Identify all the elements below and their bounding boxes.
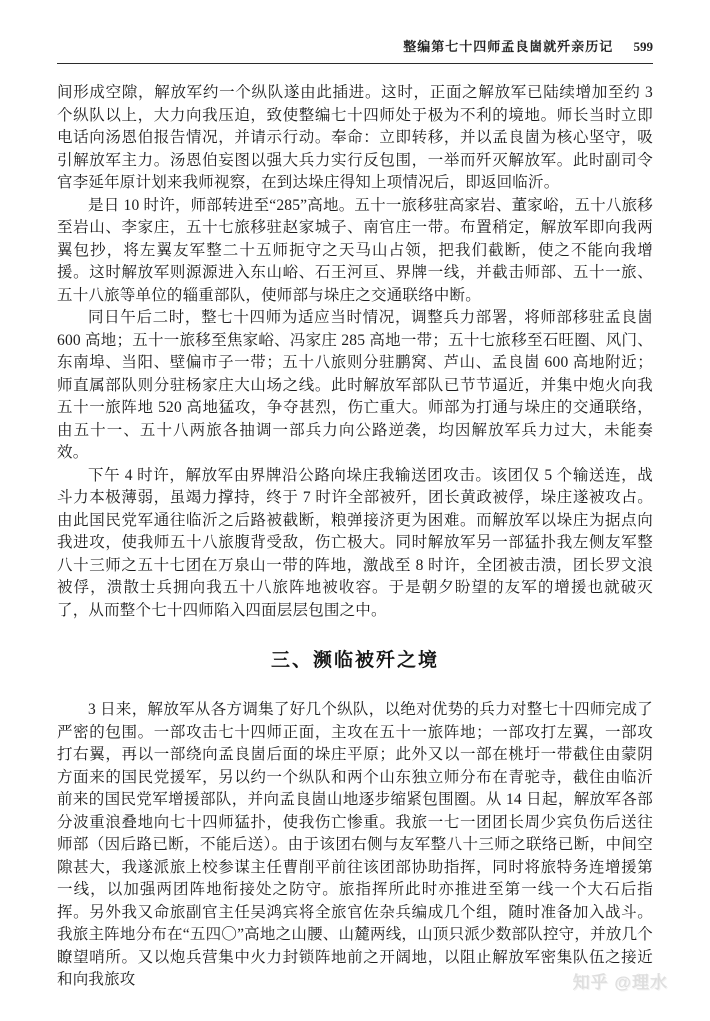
paragraph: 3 日来，解放军从各方调集了好几个纵队，以绝对优势的兵力对整七十四师完成了严密的包围。一部攻击七十四师正面，主攻在五十一旅阵地；一部攻打左翼，一部攻打右翼，再以一部绕向孟良崮后面的垛庄平原；此外又以一部在桃圩一带截住由蒙阴方面来的国民党援军，另以约一个纵队和两个山东独立师分布在青驼寺，截住由临沂前来的国民党军增援部队，并向孟良崮山地逐步缩紧包围圈。从 14 日起，解放军各部分波重浪叠地向七十四师猛扑，使我伤亡惨重。我旅一七一团团长周少宾负伤后送往师部（因后路已断，不能后送）。由于该团右侧与友军整八十三师之联络已断，中间空隙甚大，我遂派旅上校参谋主任曹削平前往该团部协助指挥，同时将旅特务连增援第一线，以加强两团阵地衔接处之防守。旅指挥所此时亦推进至第一线一个大石后指挥。另外我又命旅副官主任吴鸿宾将全旅官佐杂兵编成几个组，随时准备加入战斗。我旅主阵地分布在“五四〇”高地之山腰、山麓两线，山顶只派少数部队控守，并放几个瞭望哨所。又以炮兵营集中火力封锁阵地前之开阔地，以阻止解放军密集队伍之接近和向我旅攻 [57, 701, 653, 988]
running-header [57, 36, 653, 64]
running-header-title: 整编第七十四师孟良崮就歼亲历记 [403, 39, 614, 54]
zhihu-watermark: 知乎 @理水 [572, 973, 668, 992]
section-heading: 三、濒临被歼之境 [270, 650, 439, 671]
paragraph: 间形成空隙，解放军约一个纵队遂由此插进。这时，正面之解放军已陆续增加至约 3 个纵队以上，大力向我压迫，致使整编七十四师处于极为不利的境地。师长当时立即电话向汤恩伯报告情况，并请示行动。奉命：立即转移，并以孟良崮为核心坚守，吸引解放军主力。汤恩伯妄图以强大兵力实行反包围，一举而歼灭解放军。此时副司令官李延年原计划来我师视察，在到达垛庄得知上项情况后，即返回临沂。 [57, 84, 653, 191]
page-number: 599 [633, 39, 653, 54]
paragraph: 是日 10 时许，师部转进至“285”高地。五十一旅移驻高家岩、董家峪，五十八旅移至岩山、李家庄，五十七旅移驻赵家城子、南官庄一带。布置稍定，解放军即向我两翼包抄，将左翼友军整二十五师扼守之天马山占领，把我们截断，使之不能向我增援。这时解放军则源源进入东山峪、石王河亘、界牌一线，并截击师部、五十一旅、五十八旅等单位的辎重部队，使师部与垛庄之交通联络中断。 [57, 196, 653, 304]
paragraph: 下午 4 时许，解放军由界牌沿公路向垛庄我输送团攻击。该团仅 5 个输送连，战斗力本极薄弱，虽竭力撑持，终于 7 时许全部被歼，团长黄政被俘，垛庄遂被攻占。由此国民党军通往临沂之后路被截断，粮弹接济更为困难。而解放军以垛庄为据点向我进攻，使我师五十八旅腹背受敌，伤亡极大。同时解放军另一部猛扑我左侧友军整八十三师之五十七团在万泉山一带的阵地，激战至 8 时许，全团被击溃，团长罗文浪被俘，溃散士兵拥向我五十八旅阵地被收容。于是朝夕盼望的友军的增援也就破灭了，从而整个七十四师陷入四面层层包围之中。 [57, 466, 653, 619]
page-content [57, 82, 653, 992]
paragraph: 同日午后二时，整七十四师为适应当时情况，调整兵力部署，将师部移驻孟良崮 600 高地；五十一旅移至焦家峪、冯家庄 285 高地一带；五十七旅移至石旺圈、风门、东南埠、当阳、壁偏市子一带；五十八旅则分驻鹏窝、芦山、孟良崮 600 高地附近；师直属部队则分驻杨家庄大山场之线。此时解放军部队已节节逼近，并集中炮火向我五十一旅阵地 520 高地猛攻，争夺甚烈，伤亡重大。师部为打通与垛庄的交通联络，由五十一、五十八两旅各抽调一部兵力向公路逆袭，均因解放军兵力过大，未能奏效。 [57, 309, 653, 461]
